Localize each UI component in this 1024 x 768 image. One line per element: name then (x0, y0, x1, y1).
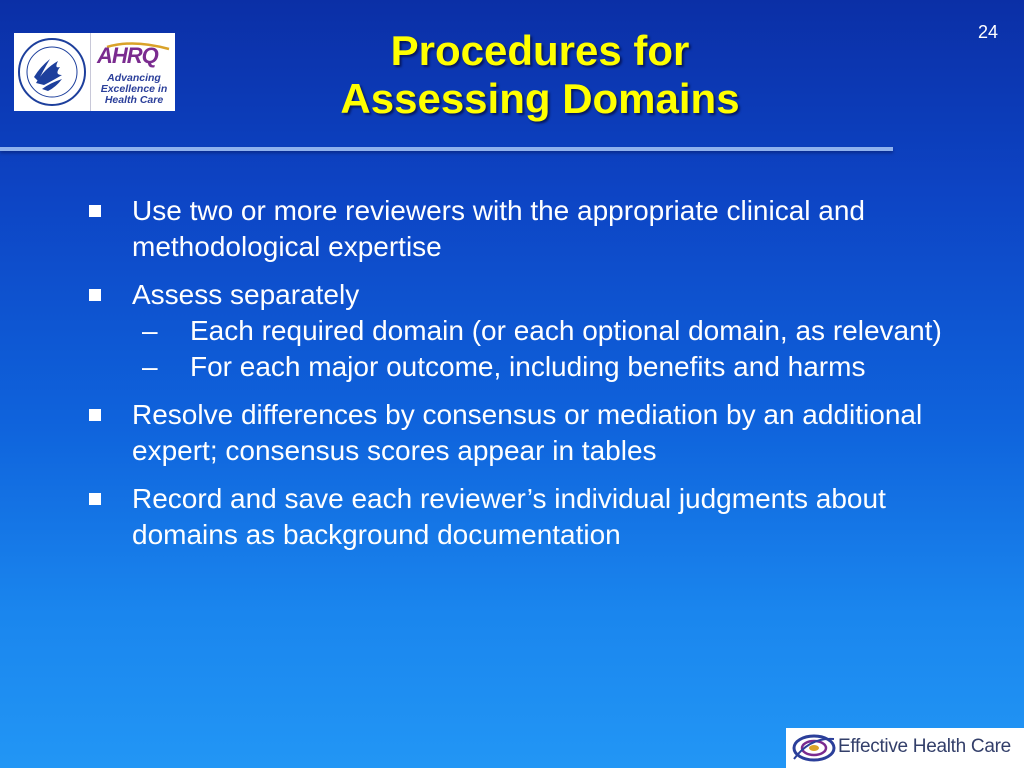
sub-bullet-list (132, 313, 958, 385)
ahrq-tagline-line3: Health Care (104, 94, 164, 106)
sub-bullet-text: For each major outcome, including benefits and harms (190, 351, 866, 382)
bullet-text: Assess separately (132, 279, 360, 310)
effective-health-care-logo (786, 728, 1024, 768)
ahrq-tagline-line1: Advancing (107, 72, 161, 84)
sub-bullet-item (132, 313, 958, 349)
dash-bullet-icon: – (142, 315, 158, 346)
square-bullet-icon (89, 409, 101, 421)
ahrq-tagline-line2: Excellence in (100, 83, 168, 95)
dash-bullet-icon: – (142, 351, 158, 382)
ehc-swirl-icon (790, 731, 836, 765)
square-bullet-icon (89, 205, 101, 217)
bullet-text: Resolve differences by consensus or mediation by an additional expert; consensus scores appear in tables (132, 399, 923, 466)
slide-title (190, 27, 890, 123)
bullet-item (88, 277, 958, 385)
bullet-list (88, 193, 958, 565)
bullet-text: Record and save each reviewer’s individual judgments about domains as background documentation (132, 483, 886, 550)
bullet-item (88, 397, 958, 469)
ahrq-tagline (95, 73, 173, 106)
hhs-eagle-seal-icon (14, 33, 90, 111)
ahrq-logo (90, 33, 175, 111)
slide-number: 24 (977, 22, 998, 42)
square-bullet-icon (89, 493, 101, 505)
title-divider (0, 147, 893, 151)
slide-title-line2: Assessing Domains (340, 75, 740, 122)
sub-bullet-item (132, 349, 958, 385)
ahrq-wordmark: AHRQ (97, 43, 158, 68)
bullet-item (88, 193, 958, 265)
bullet-item (88, 481, 958, 553)
square-bullet-icon (89, 289, 101, 301)
slide-title-line1: Procedures for (390, 27, 690, 74)
logo-group (14, 33, 175, 111)
sub-bullet-text: Each required domain (or each optional domain, as relevant) (190, 315, 942, 346)
bullet-text: Use two or more reviewers with the appropriate clinical and methodological expertise (132, 195, 865, 262)
ehc-wordmark: Effective Health Care (838, 736, 1011, 757)
